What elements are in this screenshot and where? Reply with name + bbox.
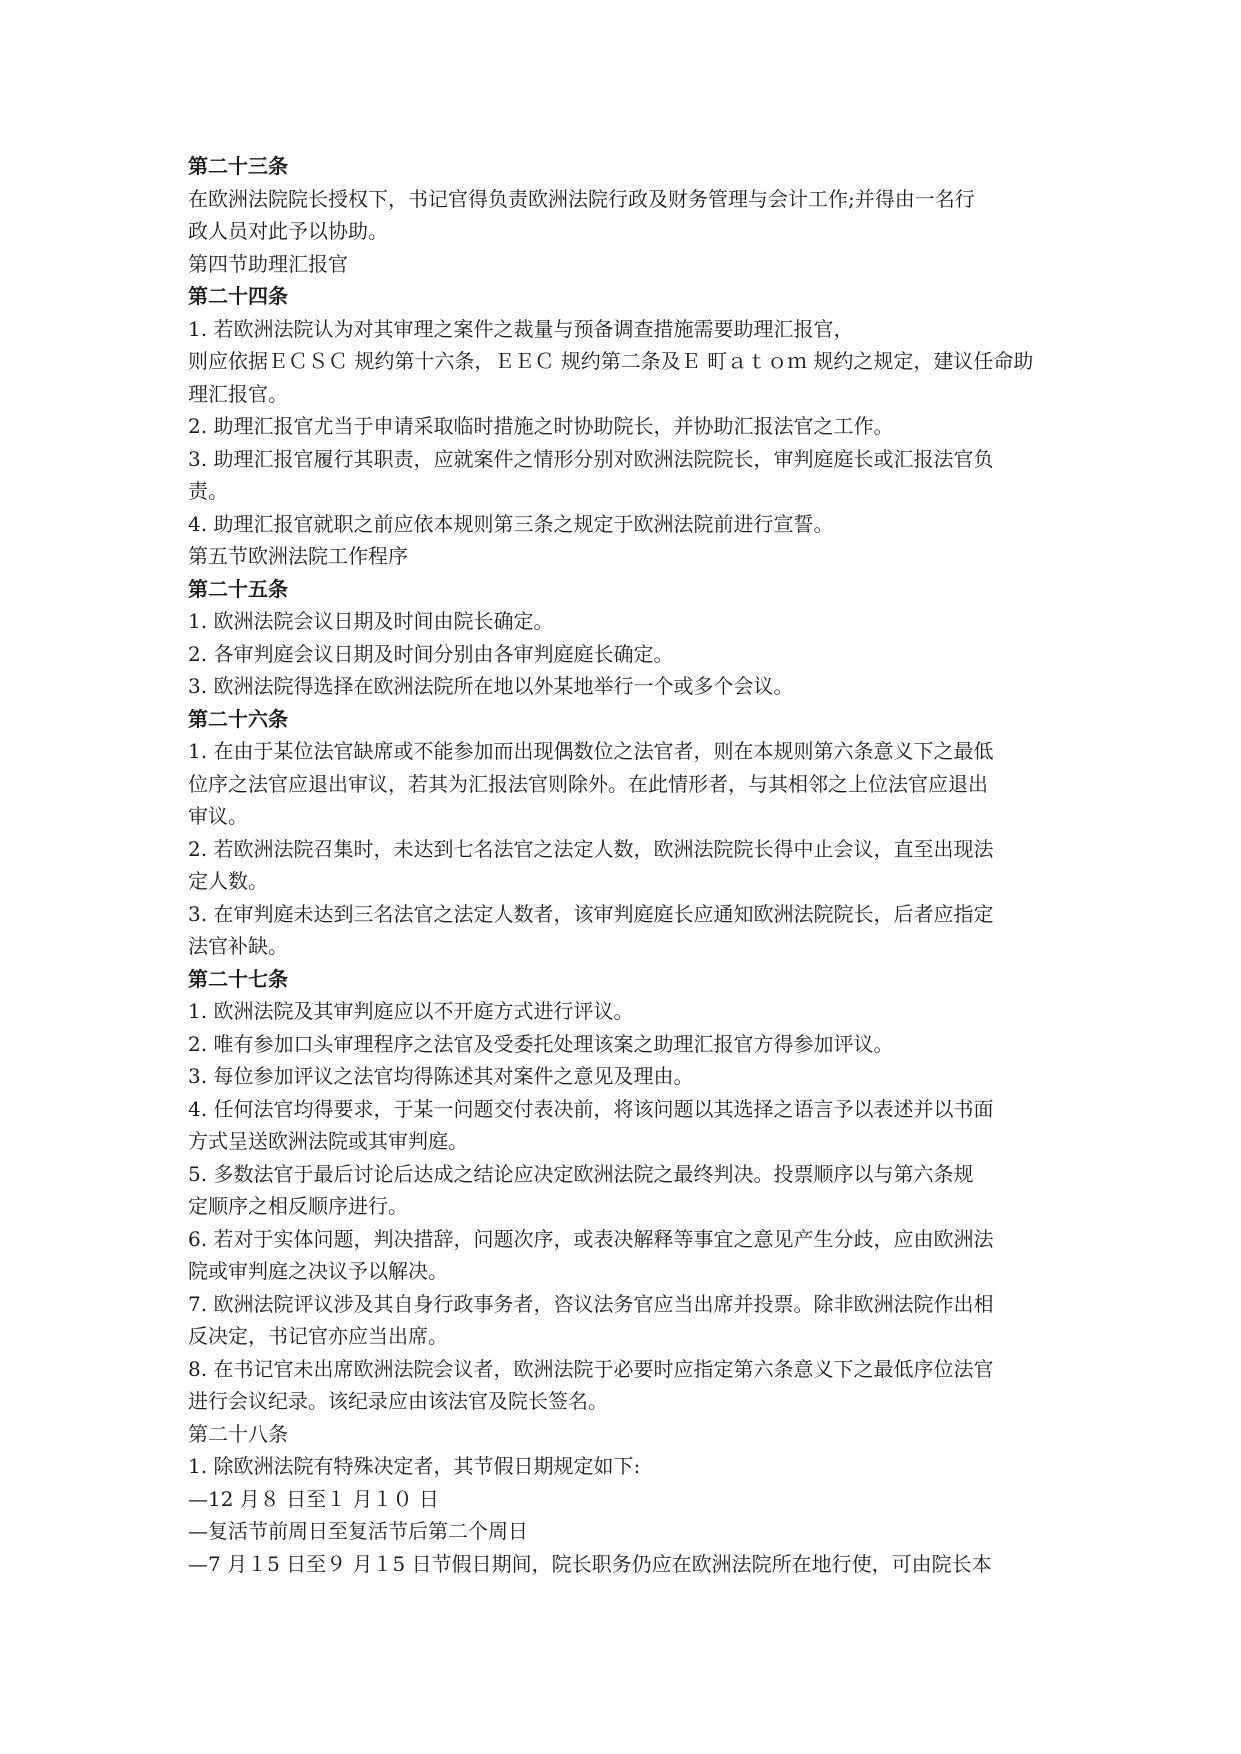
text-line: 4. 任何法官均得要求，于某一问题交付表决前，将该问题以其选择之语言予以表述并以书面: [188, 1096, 994, 1121]
text-line: —复活节前周日至复活节后第二个周日: [188, 1519, 528, 1543]
text-line: 在欧洲法院院长授权下，书记官得负责欧洲法院行政及财务管理与会计工作;并得由一名行: [188, 186, 975, 211]
article-heading: 第二十六条: [188, 706, 288, 731]
article-heading: 第二十四条: [188, 284, 288, 308]
text-line: 进行会议纪录。该纪录应由该法官及院长签名。: [188, 1389, 608, 1413]
text-line: 3. 每位参加评议之法官均得陈述其对案件之意见及理由。: [188, 1064, 694, 1088]
article-heading: 第二十五条: [188, 576, 288, 601]
text-line: 8. 在书记官未出席欧洲法院会议者，欧洲法院于必要时应指定第六条意义下之最低序位法官: [188, 1356, 994, 1381]
text-line: 3. 欧洲法院得选择在欧洲法院所在地以外某地举行一个或多个会议。: [188, 674, 794, 698]
document-page: [188, 150, 1068, 1580]
article-heading: 第二十三条: [188, 154, 288, 178]
text-line: 3. 在审判庭未达到三名法官之法定人数者，该审判庭庭长应通知欧洲法院院长，后者应指定: [188, 901, 994, 926]
text-line: 1. 若欧洲法院认为对其审理之案件之裁量与预备调查措施需要助理汇报官，: [188, 316, 854, 341]
text-line: 5. 多数法官于最后讨论后达成之结论应决定欧洲法院之最终判决。投票顺序以与第六条规: [188, 1161, 974, 1186]
text-line: 位序之法官应退出审议，若其为汇报法官则除外。在此情形者，与其相邻之上位法官应退出: [188, 771, 988, 796]
text-line: 则应依据ＥＣＳＣ 规约第十六条，ＥＥＣ 规约第二条及Ｅ 町ａｔｏｍ 规约之规定，建议任命助: [188, 349, 1034, 373]
text-line: 定顺序之相反顺序进行。: [188, 1194, 408, 1218]
text-line: 反决定，书记官亦应当出席。: [188, 1324, 448, 1348]
text-line: 审议。: [188, 804, 248, 828]
text-line: 方式呈送欧洲法院或其审判庭。: [188, 1129, 468, 1153]
text-line: 2. 助理汇报官尤当于申请采取临时措施之时协助院长，并协助汇报法官之工作。: [188, 414, 894, 438]
article-heading: 第二十七条: [188, 966, 288, 991]
text-line: 第五节欧洲法院工作程序: [188, 544, 408, 568]
text-line: 7. 欧洲法院评议涉及其自身行政事务者，咨议法务官应当出席并投票。除非欧洲法院作出相: [188, 1291, 994, 1316]
text-line: 6. 若对于实体问题，判决措辞，问题次序，或表决解释等事宜之意见产生分歧，应由欧洲法: [188, 1226, 994, 1251]
text-line: 2. 唯有参加口头审理程序之法官及受委托处理该案之助理汇报官方得参加评议。: [188, 1031, 894, 1056]
text-line: 2. 若欧洲法院召集时，未达到七名法官之法定人数，欧洲法院院长得中止会议，直至出现法: [188, 836, 994, 861]
text-line: 2. 各审判庭会议日期及时间分别由各审判庭庭长确定。: [188, 641, 674, 666]
text-line: 政人员对此予以协助。: [188, 219, 388, 243]
text-line: 第二十八条: [188, 1421, 288, 1446]
text-line: 1. 除欧洲法院有特殊决定者，其节假日期规定如下:: [188, 1454, 641, 1478]
text-line: 4. 助理汇报官就职之前应依本规则第三条之规定于欧洲法院前进行宣誓。: [188, 511, 834, 536]
text-line: —7 月１5 日至９ 月１5 日节假日期间，院长职务仍应在欧洲法院所在地行使，可由院长本: [188, 1551, 992, 1576]
text-line: 1. 在由于某位法官缺席或不能参加而出现偶数位之法官者，则在本规则第六条意义下之最低: [188, 739, 994, 763]
text-line: —12 月８ 日至１ 月１０ 日: [188, 1486, 439, 1511]
text-line: 第四节助理汇报官: [188, 251, 348, 276]
text-line: 院或审判庭之决议予以解决。: [188, 1259, 448, 1283]
text-line: 1. 欧洲法院及其审判庭应以不开庭方式进行评议。: [188, 999, 634, 1023]
text-line: 1. 欧洲法院会议日期及时间由院长确定。: [188, 609, 554, 633]
text-line: 定人数。: [188, 869, 268, 893]
text-line: 法官补缺。: [188, 934, 288, 958]
text-line: 3. 助理汇报官履行其职责，应就案件之情形分别对欧洲法院院长，审判庭庭长或汇报法官负: [188, 446, 994, 471]
text-line: 责。: [188, 479, 228, 503]
text-line: 理汇报官。: [188, 381, 288, 406]
